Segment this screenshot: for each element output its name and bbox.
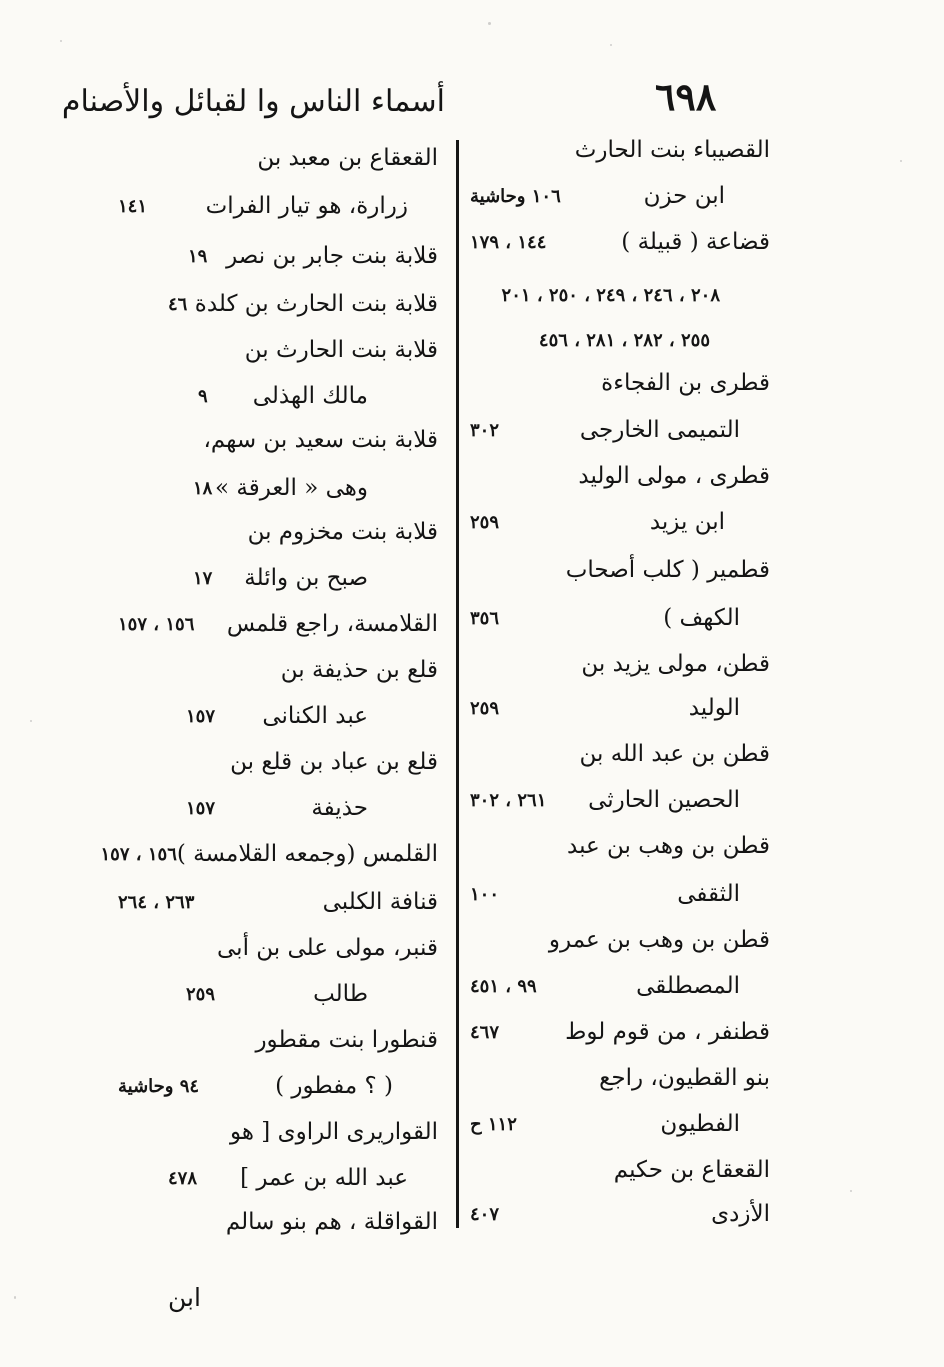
page-reference: ٢٦٣ ، ٢٦٤	[118, 891, 195, 913]
index-entry	[470, 688, 770, 728]
index-entry	[118, 696, 438, 736]
entry-name: قطن بن وهب بن عبد	[567, 833, 770, 859]
index-entry	[118, 186, 438, 226]
entry-name: قطرى ، مولى الوليد	[578, 463, 770, 489]
index-entry	[470, 920, 770, 960]
index-entry	[470, 320, 770, 360]
index-entry	[118, 420, 438, 460]
entry-name: قلابة بنت مخزوم بن	[247, 519, 438, 545]
page-reference: ٤٧٨	[168, 1167, 198, 1189]
page-reference: ١٨	[193, 477, 213, 499]
entry-name: قضاعة ( قبيلة )	[621, 229, 770, 255]
entry-name: عبد الكنانى	[262, 703, 368, 729]
page-reference: ١٥٧	[186, 797, 216, 819]
index-entry	[470, 598, 770, 638]
index-entry	[118, 788, 438, 828]
page-reference: ٢٠٨ ، ٢٤٦ ، ٢٤٩ ، ٢٥٠ ، ٢٠١	[501, 284, 720, 306]
entry-name: القواريرى الراوى [ هو	[229, 1119, 438, 1145]
index-entry	[470, 275, 770, 315]
index-entry	[470, 874, 770, 914]
entry-name: قنطورا بنت مقطور	[255, 1027, 438, 1053]
entry-name: قلابة بنت سعيد بن سهم،	[203, 427, 438, 453]
page-reference: ٤٠٧	[470, 1203, 500, 1225]
index-entry	[470, 1150, 770, 1190]
page-reference: ١٧	[193, 567, 213, 589]
index-entry	[470, 644, 770, 684]
index-entry	[470, 1012, 770, 1052]
entry-name: ابن يزيد	[649, 509, 725, 535]
index-entry	[118, 1202, 438, 1242]
index-entry	[118, 1112, 438, 1152]
entry-name: قطنفر ، من قوم لوط	[565, 1019, 770, 1045]
index-entry	[470, 780, 770, 820]
entry-name: قطن، مولى يزيد بن	[581, 651, 770, 677]
entry-name: الأزدى	[711, 1201, 770, 1227]
page-reference: ٩٤ وحاشية	[118, 1075, 200, 1097]
entry-name: قطن بن عبد الله بن	[579, 741, 770, 767]
entry-name: مالك الهذلى	[252, 383, 368, 409]
entry-name: ( ؟ مفطور )	[275, 1073, 393, 1099]
page-reference: ١٩	[188, 245, 208, 267]
entry-name: قنافة الكلبى	[322, 889, 438, 915]
entry-name: حذيفة	[311, 795, 368, 821]
entry-name: قطمير ( كلب أصحاب	[565, 557, 770, 583]
index-entry	[118, 974, 438, 1014]
page-reference: ١٠٠	[470, 883, 500, 905]
index-entry	[118, 650, 438, 690]
index-entry	[470, 1194, 770, 1234]
index-entry	[470, 1104, 770, 1144]
page-number: ٦٩٨	[655, 74, 717, 119]
index-entry	[470, 456, 770, 496]
entry-name: قلابة بنت الحارث بن	[244, 337, 438, 363]
entry-name: القعقاع بن معبد بن	[257, 145, 438, 171]
index-entry	[118, 742, 438, 782]
index-entry	[118, 1066, 438, 1106]
entry-name: التميمى الخارجى	[579, 417, 740, 443]
index-entry	[470, 966, 770, 1006]
entry-name: ابن حزن	[643, 183, 725, 209]
index-entry	[118, 138, 438, 178]
index-entry	[470, 176, 770, 216]
page-reference: ٤٦٧	[470, 1021, 500, 1043]
index-entry	[118, 1158, 438, 1198]
entry-name: قطن بن وهب بن عمرو	[548, 927, 770, 953]
entry-name: الوليد	[688, 695, 740, 721]
index-entry	[118, 558, 438, 598]
entry-name: القصيباء بنت الحارث	[574, 137, 770, 163]
left-column	[100, 130, 438, 1235]
page-reference: ١٠٦ وحاشية	[470, 185, 561, 207]
page-reference: ٤٦	[168, 293, 188, 315]
entry-name: الحصين الحارثى	[588, 787, 740, 813]
index-entry	[470, 734, 770, 774]
entry-name: صبح بن وائلة	[244, 565, 368, 591]
catchword: ابن	[168, 1283, 201, 1312]
index-entry	[470, 826, 770, 866]
page-reference: ١٥٦ ، ١٥٧	[118, 613, 195, 635]
index-entry	[118, 882, 438, 922]
entry-name: قلع بن حذيفة بن	[280, 657, 438, 683]
entry-name: القلامسة، راجع قلمس	[226, 611, 438, 637]
right-column	[470, 130, 770, 1230]
entry-name: بنو القطيون، راجع	[599, 1065, 770, 1091]
page-reference: ٩٩ ، ٤٥١	[470, 975, 537, 997]
entry-name: عبد الله بن عمر ]	[240, 1165, 408, 1191]
index-entry	[470, 222, 770, 262]
entry-name: قلع بن عباد بن قلع بن	[230, 749, 438, 775]
index-entry	[118, 236, 438, 276]
index-entry	[118, 376, 438, 416]
entry-name: المصطلقى	[636, 973, 740, 999]
entry-name: قطرى بن الفجاءة	[601, 370, 770, 396]
index-entry	[118, 330, 438, 370]
index-entry	[470, 550, 770, 590]
entry-name: قنبر، مولى على بن أبى	[217, 935, 438, 961]
index-entry	[118, 604, 438, 644]
entry-name: قلابة بنت جابر بن نصر	[226, 243, 438, 269]
entry-name: القعقاع بن حكيم	[613, 1157, 770, 1183]
index-entry	[470, 363, 770, 403]
page-reference: ١٤٤ ، ١٧٩	[470, 231, 547, 253]
entry-name: الفطيون	[660, 1111, 740, 1137]
index-entry	[470, 130, 770, 170]
index-entry	[118, 468, 438, 508]
entry-name: طالب	[313, 981, 368, 1007]
page-reference: ٢٥٩	[186, 983, 216, 1005]
index-entry	[100, 834, 438, 874]
index-entry	[118, 928, 438, 968]
column-divider	[456, 140, 459, 1228]
page-reference: ١١٢ ح	[470, 1113, 517, 1135]
page-reference: ٣٥٦	[470, 607, 500, 629]
entry-name: قلابة بنت الحارث بن كلدة	[194, 291, 438, 317]
entry-name: القلمس (وجمعه القلامسة )	[176, 841, 438, 867]
page-reference: ٣٠٢	[470, 419, 500, 441]
page-reference: ٢٥٩	[470, 697, 500, 719]
running-title: أسماء الناس وا لقبائل والأصنام	[61, 84, 445, 119]
entry-name: زرارة، هو تيار الفرات	[205, 193, 408, 219]
page-reference: ٢٥٥ ، ٢٨٢ ، ٢٨١ ، ٤٥٦	[538, 329, 710, 351]
index-entry	[118, 512, 438, 552]
page-reference: ٢٦١ ، ٣٠٢	[470, 789, 547, 811]
page-reference: ١٤١	[118, 195, 148, 217]
entry-name: القواقلة ، هم بنو سالم	[225, 1209, 438, 1235]
index-entry	[470, 410, 770, 450]
page-reference: ٩	[198, 385, 208, 407]
entry-name: الكهف )	[663, 605, 740, 631]
index-entry	[470, 502, 770, 542]
page-reference: ٢٥٩	[470, 511, 500, 533]
index-entry	[118, 1020, 438, 1060]
index-entry	[470, 1058, 770, 1098]
page-reference: ١٥٧	[186, 705, 216, 727]
entry-name: وهى « العرقة »	[215, 475, 368, 501]
index-entry	[118, 284, 438, 324]
entry-name: الثقفى	[677, 881, 740, 907]
page-reference: ١٥٦ ، ١٥٧	[100, 843, 177, 865]
